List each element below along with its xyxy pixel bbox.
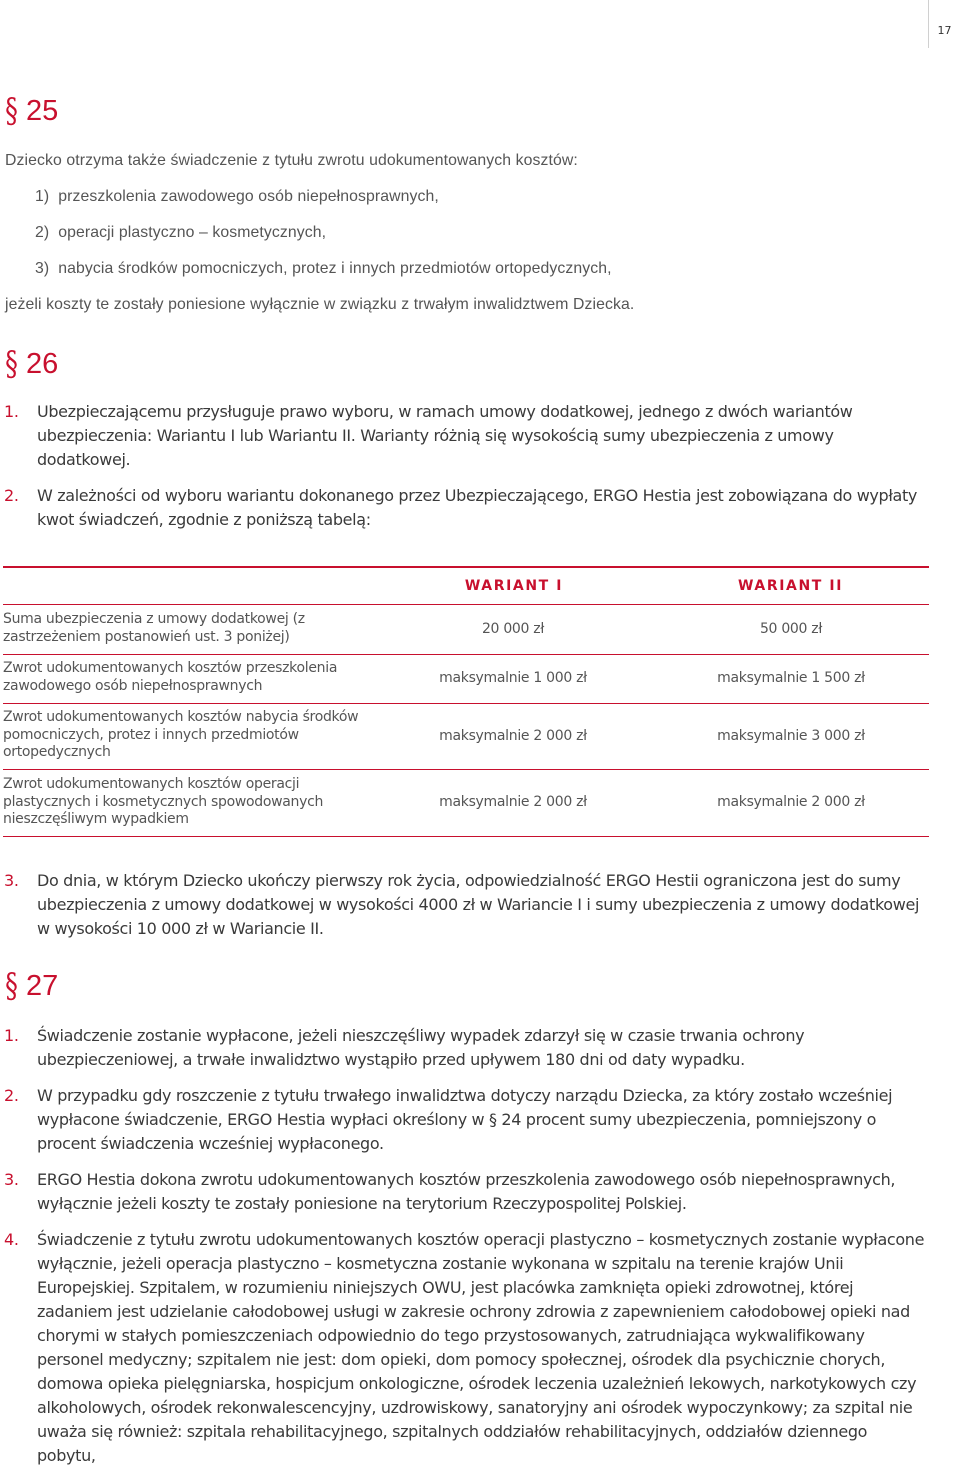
s26-p3-number: 3. — [4, 871, 19, 890]
section-sign-icon: § — [5, 966, 18, 1006]
s27-p3-number: 3. — [4, 1170, 19, 1189]
table-top-border — [3, 566, 929, 568]
section-27-heading — [3, 966, 59, 1006]
row-divider — [3, 769, 929, 770]
s26-p2-number: 2. — [4, 486, 19, 505]
row-divider — [3, 703, 929, 704]
s27-p2-number: 2. — [4, 1086, 19, 1105]
row-divider — [3, 604, 929, 605]
page-number: 17 — [937, 24, 952, 37]
s27-paragraph-1 — [0, 1024, 930, 1072]
s26-paragraph-1 — [0, 400, 930, 472]
table-cell-wariant-1: 20 000 zł — [481, 621, 545, 637]
s26-paragraph-2 — [0, 484, 930, 532]
s26-paragraph-3 — [0, 869, 930, 941]
s27-p4-text: Świadczenie z tytułu zwrotu udokumentowanych kosztów operacji plastyczno – kosmetycznych zostanie wypłacone wyłącznie, jeżeli operacja plastyczno – kosmetyczna zostanie wykonana w szpitalu na terenie krajów Unii Europejskiej. Szpitalem, w rozumieniu niniejszych OWU, jest placówka zamknięta opieki zdrowotnej, której zadaniem jest udzielanie całodobowej usługi w zakresie ochrony zdrowia z zapewnieniem całodobowej opieki nad chorymi w stałych pomieszczeniach odpowiednio do tego przystosowanych, zatrudniająca wykwalifikowany personel medyczny; szpitalem nie jest: dom opieki, dom pomocy społecznej, ośrodek dla psychicznie chorych, domowa opieka pielęgniarska, hospicjum onkologiczne, ośrodek leczenia uzależnień lekowych, narkotykowych czy alkoholowych, ośrodek rekonwalescencyjny, uzdrowiskowy, sanatoryjny ani ośrodek wypoczynkowy; za szpital nie uważa się również: szpitala rehabilitacyjnego, szpitalnych oddziałów rehabilitacyjnych, oddziałów dziennego pobytu, — [37, 1230, 925, 1465]
s27-p3-text: ERGO Hestia dokona zwrotu udokumentowanych kosztów przeszkolenia zawodowego osób niepełnosprawnych, wyłącznie jeżeli koszty te zostały poniesione na terytorium Rzeczypospolitej Polskiej. — [37, 1170, 896, 1213]
s26-p1-text: Ubezpieczającemu przysługuje prawo wyboru, w ramach umowy dodatkowej, jednego z dwóch wariantów ubezpieczenia: Wariantu I lub Wariantu II. Warianty różnią się wysokością sumy ubezpieczenia z umowy dodatkowej. — [37, 402, 853, 469]
table-row-label: Suma ubezpieczenia z umowy dodatkowej (z zastrzeżeniem postanowień ust. 3 poniżej) — [3, 611, 305, 645]
s27-p2-text: W przypadku gdy roszczenie z tytułu trwałego inwalidztwa dotyczy narządu Dziecka, za który zostało wcześniej wypłacone świadczenie, ERGO Hestia wypłaci określony w § 24 procent sumy ubezpieczenia, pomniejszony o procent świadczenia wcześniej wypłaconego. — [37, 1086, 893, 1153]
table-cell-wariant-1: maksymalnie 2 000 zł — [439, 794, 587, 810]
section-27-number: 27 — [26, 970, 59, 1002]
s25-intro: Dziecko otrzyma także świadczenie z tytułu zwrotu udokumentowanych kosztów: — [5, 152, 578, 169]
section-26-heading — [3, 344, 59, 384]
table-row-label: Zwrot udokumentowanych kosztów nabycia środków pomocniczych, protez i innych przedmiotów ortopedycznych — [3, 709, 359, 760]
table-cell-wariant-2: maksymalnie 2 000 zł — [717, 794, 865, 810]
page-number-box — [928, 0, 960, 48]
s25-item-2: 2) operacji plastyczno – kosmetycznych, — [35, 224, 327, 241]
s26-p2-text: W zależności od wyboru wariantu dokonanego przez Ubezpieczającego, ERGO Hestia jest zobowiązana do wypłaty kwot świadczeń, zgodnie z poniższą tabelą: — [37, 486, 918, 529]
table-cell-wariant-2: maksymalnie 1 500 zł — [717, 670, 865, 686]
row-divider — [3, 654, 929, 655]
s27-paragraph-2 — [0, 1084, 930, 1156]
table-cell-wariant-1: maksymalnie 1 000 zł — [439, 670, 587, 686]
column-header-wariant-2: WARIANT II — [737, 578, 844, 594]
s25-item-3: 3) nabycia środków pomocniczych, protez i innych przedmiotów ortopedycznych, — [35, 260, 612, 277]
table-cell-wariant-2: maksymalnie 3 000 zł — [717, 728, 865, 744]
s26-p3-text: Do dnia, w którym Dziecko ukończy pierwszy rok życia, odpowiedzialność ERGO Hestii ograniczona jest do sumy ubezpieczenia z umowy dodatkowej w wysokości 4000 zł w Wariancie I i sumy ubezpieczenia z umowy dodatkowej w wysokości 10 000 zł w Wariancie II. — [37, 871, 920, 938]
section-26-number: 26 — [26, 348, 59, 380]
table-row-label: Zwrot udokumentowanych kosztów przeszkolenia zawodowego osób niepełnosprawnych — [3, 660, 338, 694]
table-cell-wariant-2: 50 000 zł — [759, 621, 823, 637]
s27-p4-number: 4. — [4, 1230, 19, 1249]
section-25-heading — [3, 91, 59, 131]
table-cell-wariant-1: maksymalnie 2 000 zł — [439, 728, 587, 744]
section-sign-icon: § — [5, 344, 18, 384]
s27-p1-number: 1. — [4, 1026, 19, 1045]
s27-paragraph-4 — [0, 1228, 930, 1468]
column-header-wariant-1: WARIANT I — [464, 578, 564, 594]
section-25-number: 25 — [26, 95, 59, 127]
s27-paragraph-3 — [0, 1168, 930, 1216]
table-row-label: Zwrot udokumentowanych kosztów operacji plastycznych i kosmetycznych spowodowanych nieszczęśliwym wypadkiem — [3, 776, 324, 827]
s26-p1-number: 1. — [4, 402, 19, 421]
s27-p1-text: Świadczenie zostanie wypłacone, jeżeli nieszczęśliwy wypadek zdarzył się w czasie trwania ochrony ubezpieczeniowej, a trwałe inwalidztwo wystąpiło przed upływem 180 dni od daty wypadku. — [37, 1026, 805, 1069]
s25-closing: jeżeli koszty te zostały poniesione wyłącznie w związku z trwałym inwalidztwem Dziecka. — [5, 296, 635, 313]
s25-item-1: 1) przeszkolenia zawodowego osób niepełnosprawnych, — [35, 188, 439, 205]
section-sign-icon: § — [5, 91, 18, 131]
table-bottom-border — [3, 836, 929, 837]
